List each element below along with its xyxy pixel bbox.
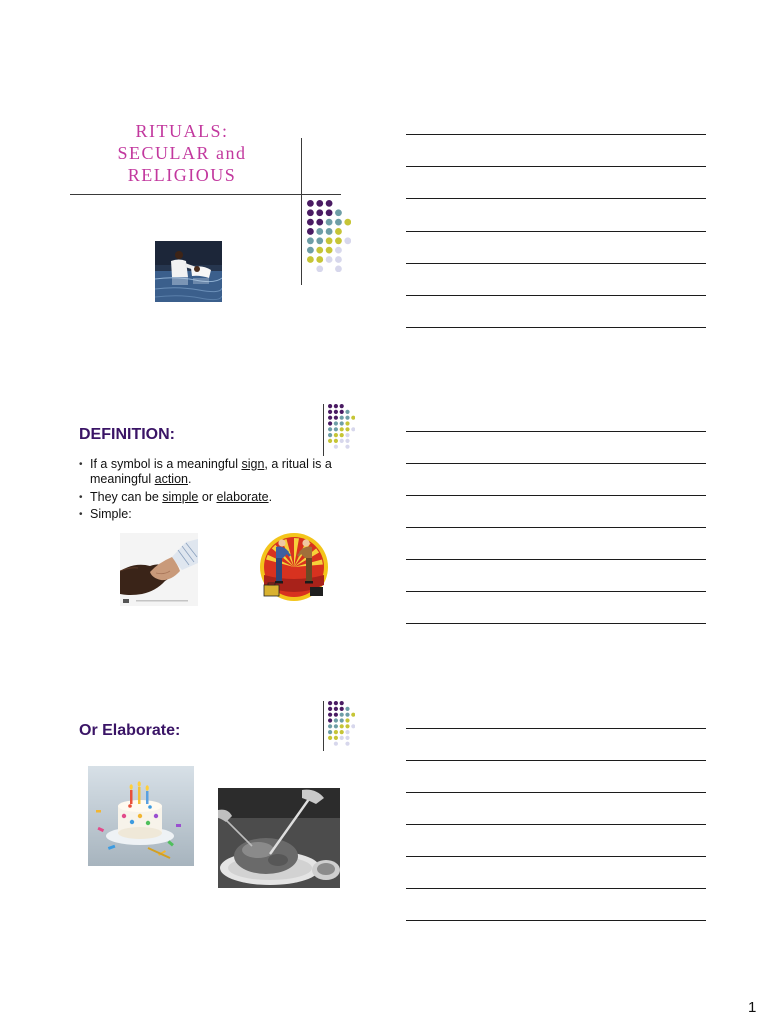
decorative-dot	[328, 712, 332, 716]
decorative-dot	[328, 439, 332, 443]
definition-bullet-list	[79, 457, 340, 525]
decorative-dot	[335, 228, 342, 235]
decorative-dot	[325, 200, 332, 207]
decorative-dot	[345, 421, 349, 425]
bullet-text: , a ritual is a meaningful	[90, 457, 332, 486]
decorative-dot	[345, 433, 349, 437]
bullet-text: Simple:	[90, 507, 132, 521]
decorative-dot	[334, 712, 338, 716]
decorative-dot	[345, 707, 349, 711]
decorative-dot	[345, 439, 349, 443]
decorative-dot	[335, 256, 342, 263]
note-line	[406, 591, 706, 592]
note-line	[406, 728, 706, 729]
decorative-dot	[345, 741, 349, 745]
decorative-dot	[339, 707, 343, 711]
bullet-text: .	[187, 472, 192, 486]
note-line	[406, 527, 706, 528]
decorative-dot	[328, 427, 332, 431]
decorative-dot	[334, 741, 338, 745]
decorative-dot	[334, 415, 338, 419]
decorative-dot	[325, 256, 332, 263]
decorative-dot	[334, 730, 338, 734]
decorative-dot	[345, 730, 349, 734]
decorative-dot	[307, 200, 314, 207]
slide-1-title	[92, 120, 272, 186]
note-line	[406, 856, 706, 857]
decorative-dot	[328, 415, 332, 419]
note-line	[406, 166, 706, 167]
decorative-dot	[345, 718, 349, 722]
note-line	[406, 431, 706, 432]
decorative-dot	[344, 237, 351, 244]
note-line	[406, 559, 706, 560]
decorative-dot	[328, 730, 332, 734]
note-line	[406, 198, 706, 199]
underlined-term: simple	[162, 489, 199, 504]
decorative-dot	[335, 265, 342, 272]
decorative-dot	[316, 246, 323, 253]
title-line-3: RELIGIOUS	[127, 165, 237, 185]
note-line	[406, 760, 706, 761]
note-line	[406, 295, 706, 296]
decorative-dot	[307, 256, 314, 263]
note-line	[406, 134, 706, 135]
bullet-item	[79, 490, 340, 505]
decorative-dot	[307, 209, 314, 216]
bullet-text: or	[198, 489, 217, 504]
dot-grid-decoration	[328, 701, 355, 746]
decorative-dot	[328, 410, 332, 414]
decorative-dot	[335, 209, 342, 216]
decorative-dot	[334, 421, 338, 425]
decorative-dot	[328, 736, 332, 740]
decorative-dot	[325, 209, 332, 216]
decorative-dot	[334, 444, 338, 448]
decorative-dot	[345, 736, 349, 740]
decorative-dot	[328, 421, 332, 425]
bullet-item	[79, 507, 340, 522]
decorative-dot	[316, 209, 323, 216]
slide-3-notes-area	[406, 728, 706, 928]
decorative-dot	[334, 410, 338, 414]
bullet-text: If a symbol is a meaningful	[90, 457, 242, 471]
decorative-dot	[328, 433, 332, 437]
note-line	[406, 792, 706, 793]
decorative-dot	[335, 237, 342, 244]
decorative-dot	[339, 712, 343, 716]
bullet-item	[79, 457, 340, 487]
slide-3-vertical-rule	[323, 701, 324, 751]
decorative-dot	[316, 200, 323, 207]
decorative-dot	[334, 439, 338, 443]
decorative-dot	[334, 404, 338, 408]
decorative-dot	[328, 707, 332, 711]
decorative-dot	[351, 415, 355, 419]
decorative-dot	[345, 427, 349, 431]
decorative-dot	[325, 218, 332, 225]
decorative-dot	[316, 228, 323, 235]
decorative-dot	[334, 724, 338, 728]
decorative-dot	[344, 218, 351, 225]
decorative-dot	[328, 718, 332, 722]
decorative-dot	[345, 415, 349, 419]
decorative-dot	[339, 433, 343, 437]
title-line-2: SECULAR and	[117, 143, 247, 163]
decorative-dot	[339, 701, 343, 705]
note-line	[406, 888, 706, 889]
decorative-dot	[339, 724, 343, 728]
decorative-dot	[307, 246, 314, 253]
decorative-dot	[339, 730, 343, 734]
note-line	[406, 231, 706, 232]
slide-3-heading: Or Elaborate:	[79, 722, 181, 739]
underlined-term: sign	[241, 457, 265, 471]
decorative-dot	[351, 724, 355, 728]
decorative-dot	[307, 237, 314, 244]
bullet-text: .	[268, 489, 273, 504]
slide-1-vertical-rule	[301, 138, 302, 285]
bullet-text: They can be	[90, 489, 163, 504]
decorative-dot	[316, 218, 323, 225]
decorative-dot	[345, 712, 349, 716]
decorative-dot	[334, 701, 338, 705]
dot-grid-decoration	[307, 200, 351, 272]
decorative-dot	[339, 427, 343, 431]
decorative-dot	[351, 712, 355, 716]
birthday-cake-photo	[88, 766, 194, 866]
note-line	[406, 824, 706, 825]
underlined-term: action	[154, 472, 188, 486]
page-number: 1	[748, 999, 757, 1016]
note-line	[406, 495, 706, 496]
decorative-dot	[334, 427, 338, 431]
decorative-dot	[339, 421, 343, 425]
decorative-dot	[316, 256, 323, 263]
decorative-dot	[307, 218, 314, 225]
decorative-dot	[339, 410, 343, 414]
decorative-dot	[328, 404, 332, 408]
decorative-dot	[334, 736, 338, 740]
decorative-dot	[325, 228, 332, 235]
note-line	[406, 623, 706, 624]
decorative-dot	[334, 433, 338, 437]
note-line	[406, 463, 706, 464]
slide-2-heading: DEFINITION:	[79, 426, 175, 443]
decorative-dot	[345, 444, 349, 448]
slide-1-notes-area	[406, 134, 706, 334]
baptism-photo	[155, 241, 222, 302]
slide-2-notes-area	[406, 431, 706, 631]
note-line	[406, 327, 706, 328]
note-line	[406, 920, 706, 921]
slide-2-vertical-rule	[323, 404, 324, 456]
decorative-dot	[345, 724, 349, 728]
decorative-dot	[325, 246, 332, 253]
handshake-photo	[120, 533, 198, 606]
decorative-dot	[335, 218, 342, 225]
decorative-dot	[325, 237, 332, 244]
decorative-dot	[328, 701, 332, 705]
decorative-dot	[328, 724, 332, 728]
bowing-businessmen-illustration	[252, 523, 335, 603]
decorative-dot	[339, 718, 343, 722]
decorative-dot	[339, 415, 343, 419]
decorative-dot	[345, 410, 349, 414]
note-line	[406, 263, 706, 264]
turkey-carving-photo	[218, 788, 340, 888]
title-line-1: RITUALS:	[135, 121, 229, 141]
decorative-dot	[307, 228, 314, 235]
dot-grid-decoration	[328, 404, 355, 449]
decorative-dot	[351, 427, 355, 431]
decorative-dot	[339, 439, 343, 443]
decorative-dot	[335, 246, 342, 253]
decorative-dot	[339, 404, 343, 408]
decorative-dot	[334, 707, 338, 711]
decorative-dot	[316, 237, 323, 244]
underlined-term: elaborate	[216, 489, 269, 504]
decorative-dot	[334, 718, 338, 722]
decorative-dot	[339, 736, 343, 740]
decorative-dot	[316, 265, 323, 272]
